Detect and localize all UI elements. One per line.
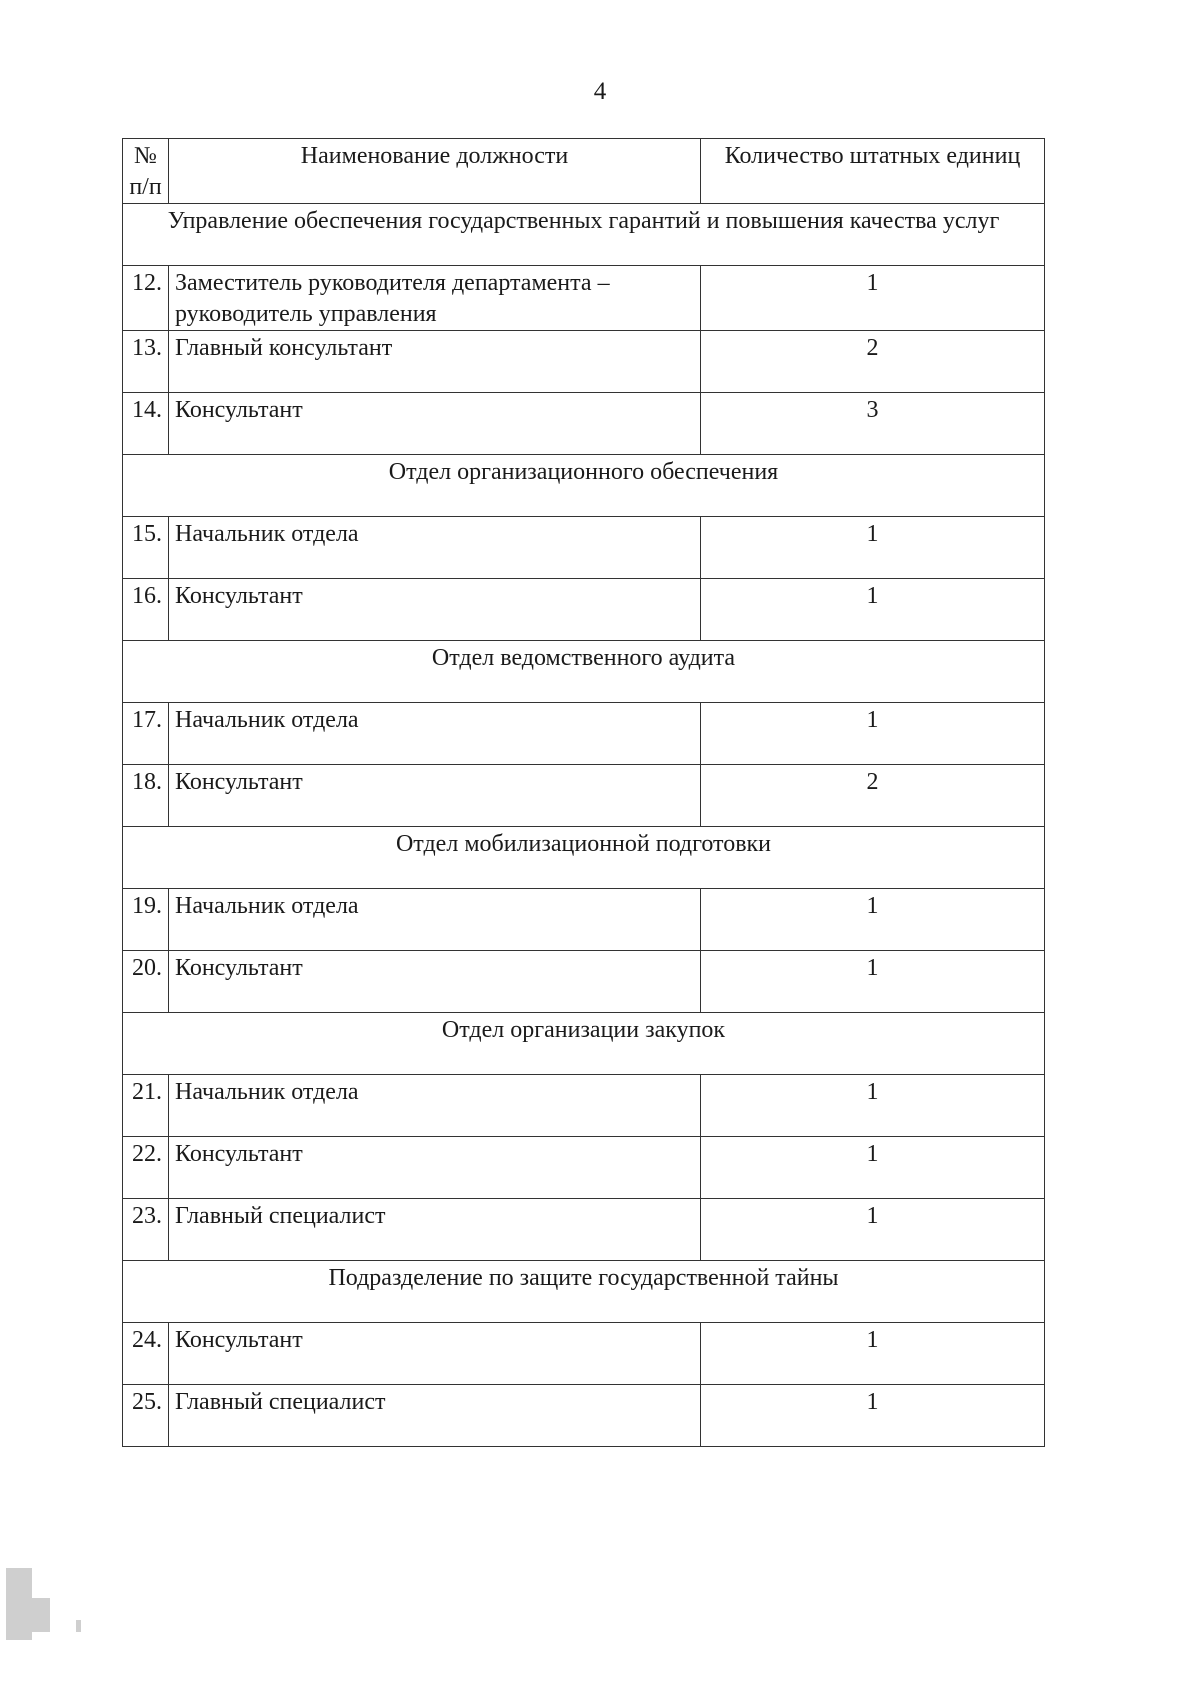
section-row <box>123 204 1045 266</box>
staff-count: 1 <box>701 1385 1045 1447</box>
position-title: Начальник отдела <box>169 889 701 951</box>
position-title: Начальник отдела <box>169 517 701 579</box>
row-number: 25. <box>123 1385 169 1447</box>
position-title: Главный специалист <box>169 1199 701 1261</box>
position-title: Консультант <box>169 1137 701 1199</box>
section-title: Отдел мобилизационной подготовки <box>123 827 1045 889</box>
section-row <box>123 1013 1045 1075</box>
staff-count: 1 <box>701 266 1045 331</box>
row-number: 12. <box>123 266 169 331</box>
table-row <box>123 517 1045 579</box>
staff-count: 1 <box>701 1075 1045 1137</box>
section-title: Отдел организационного обеспечения <box>123 455 1045 517</box>
table-row <box>123 1385 1045 1447</box>
table-row <box>123 1137 1045 1199</box>
section-row <box>123 1261 1045 1323</box>
row-number: 22. <box>123 1137 169 1199</box>
staff-count: 1 <box>701 889 1045 951</box>
row-number: 17. <box>123 703 169 765</box>
table-row <box>123 579 1045 641</box>
section-row <box>123 455 1045 517</box>
row-number: 14. <box>123 393 169 455</box>
staff-count: 1 <box>701 1199 1045 1261</box>
row-number: 15. <box>123 517 169 579</box>
table-body <box>123 204 1045 1447</box>
header-title: Наименование должности <box>169 139 701 204</box>
staff-count: 3 <box>701 393 1045 455</box>
table-row <box>123 951 1045 1013</box>
position-title: Консультант <box>169 393 701 455</box>
section-title: Управление обеспечения государственных гарантий и повышения качества услуг <box>123 204 1045 266</box>
row-number: 24. <box>123 1323 169 1385</box>
row-number: 18. <box>123 765 169 827</box>
staff-count: 1 <box>701 1323 1045 1385</box>
position-title: Заместитель руководителя департамента – руководитель управления <box>169 266 701 331</box>
section-title: Отдел ведомственного аудита <box>123 641 1045 703</box>
table-header-row <box>123 139 1045 204</box>
table-row <box>123 1199 1045 1261</box>
section-title: Подразделение по защите государственной тайны <box>123 1261 1045 1323</box>
table-row <box>123 703 1045 765</box>
page-number: 4 <box>593 78 607 105</box>
row-number: 16. <box>123 579 169 641</box>
position-title: Начальник отдела <box>169 1075 701 1137</box>
scan-artifact <box>6 1568 32 1640</box>
table-row <box>123 393 1045 455</box>
position-title: Главный специалист <box>169 1385 701 1447</box>
row-number: 23. <box>123 1199 169 1261</box>
staff-table <box>122 138 1045 1447</box>
header-qty: Количество штатных единиц <box>701 139 1045 204</box>
header-num: № п/п <box>123 139 169 204</box>
position-title: Главный консультант <box>169 331 701 393</box>
staff-count: 2 <box>701 765 1045 827</box>
staff-count: 1 <box>701 579 1045 641</box>
table-row <box>123 331 1045 393</box>
staff-count: 1 <box>701 517 1045 579</box>
section-row <box>123 827 1045 889</box>
position-title: Консультант <box>169 579 701 641</box>
table-row <box>123 1075 1045 1137</box>
position-title: Консультант <box>169 765 701 827</box>
scan-artifact <box>76 1620 81 1632</box>
position-title: Консультант <box>169 1323 701 1385</box>
position-title: Консультант <box>169 951 701 1013</box>
row-number: 19. <box>123 889 169 951</box>
staff-count: 2 <box>701 331 1045 393</box>
table-row <box>123 889 1045 951</box>
position-title: Начальник отдела <box>169 703 701 765</box>
row-number: 21. <box>123 1075 169 1137</box>
table-row <box>123 1323 1045 1385</box>
staff-count: 1 <box>701 1137 1045 1199</box>
staff-count: 1 <box>701 951 1045 1013</box>
section-row <box>123 641 1045 703</box>
table-row <box>123 266 1045 331</box>
row-number: 20. <box>123 951 169 1013</box>
section-title: Отдел организации закупок <box>123 1013 1045 1075</box>
staff-count: 1 <box>701 703 1045 765</box>
scan-artifact <box>32 1598 50 1632</box>
table-row <box>123 765 1045 827</box>
row-number: 13. <box>123 331 169 393</box>
